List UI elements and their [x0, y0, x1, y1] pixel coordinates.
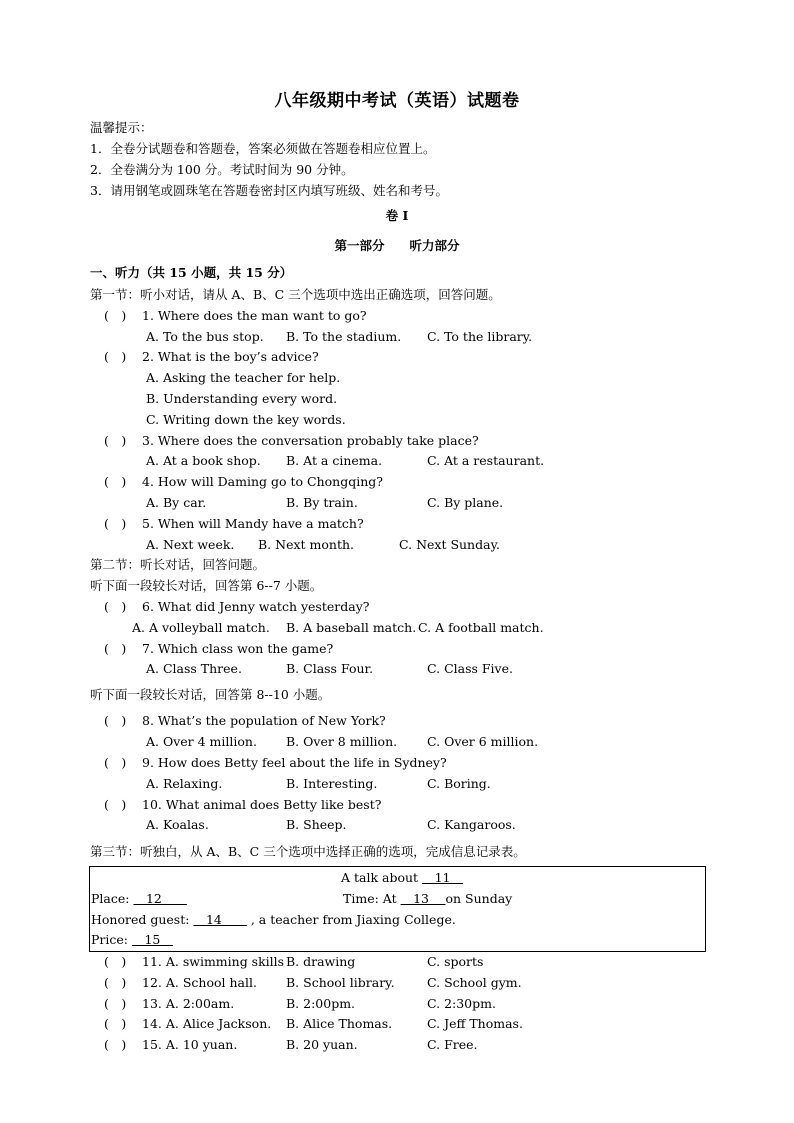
question-12	[104, 975, 257, 991]
option-b: B. School library.	[286, 975, 395, 990]
question-1	[104, 308, 367, 324]
answer-paren[interactable]: ( )	[104, 1016, 127, 1031]
option-c: C. Jeff Thomas.	[427, 1016, 523, 1031]
option-c: C. Over 6 million.	[427, 734, 539, 749]
tips-heading: 温馨提示：	[90, 120, 153, 135]
table-header-label: A talk about	[341, 870, 419, 885]
question-text: 13. A. 2:00am.	[142, 996, 235, 1011]
guest-tail: , a teacher from Jiaxing College.	[250, 912, 456, 927]
blank-11[interactable]: 11	[422, 870, 463, 885]
option-c: C. Free.	[427, 1037, 478, 1052]
guest-label: Honored guest:	[91, 912, 190, 927]
sub-section-2: 第二节：听长对话，回答问题。	[90, 557, 266, 572]
option-b: B. Sheep.	[286, 817, 347, 832]
answer-paren[interactable]: ( )	[104, 474, 127, 489]
option-b: B. Class Four.	[286, 661, 374, 676]
answer-paren[interactable]: ( )	[104, 516, 127, 531]
option-a: A. Next week.	[146, 537, 235, 552]
answer-paren[interactable]: ( )	[104, 755, 127, 770]
option-c: C. Next Sunday.	[399, 537, 500, 552]
option-c: C. Boring.	[427, 776, 491, 791]
price-label: Price:	[91, 932, 128, 947]
option-a: A. Over 4 million.	[146, 734, 257, 749]
blank-14[interactable]: 14	[193, 912, 247, 927]
answer-paren[interactable]: ( )	[104, 713, 127, 728]
option-c: C. 2:30pm.	[427, 996, 496, 1011]
question-2	[104, 349, 319, 365]
question-text: 15. A. 10 yuan.	[142, 1037, 238, 1052]
option-b: B. To the stadium.	[286, 329, 402, 344]
question-text: 8. What’s the population of New York?	[142, 713, 386, 728]
option-c: C. Kangaroos.	[427, 817, 516, 832]
option-a: A. Relaxing.	[146, 776, 223, 791]
blank-12[interactable]: 12	[133, 891, 187, 906]
question-text: 2. What is the boy’s advice?	[142, 349, 319, 364]
option-c: C. To the library.	[427, 329, 533, 344]
option-a: A. To the bus stop.	[146, 329, 264, 344]
option-b: B. drawing	[286, 954, 356, 969]
part-1-heading: 第一部分 听力部分	[334, 238, 460, 253]
question-8	[104, 713, 386, 729]
table-place-row	[91, 891, 187, 907]
answer-paren[interactable]: ( )	[104, 599, 127, 614]
question-11	[104, 954, 284, 970]
option-a: A. At a book shop.	[146, 453, 261, 468]
table-header	[341, 870, 463, 886]
question-text: 3. Where does the conversation probably take place?	[142, 433, 479, 448]
question-9	[104, 755, 447, 771]
question-text: 14. A. Alice Jackson.	[142, 1016, 272, 1031]
answer-paren[interactable]: ( )	[104, 1037, 127, 1052]
option-b: B. Over 8 million.	[286, 734, 398, 749]
option-b: B. A baseball match.	[286, 620, 417, 635]
question-10	[104, 797, 381, 813]
option-b: B. By train.	[286, 495, 358, 510]
question-5	[104, 516, 364, 532]
question-text: 10. What animal does Betty like best?	[142, 797, 382, 812]
question-14	[104, 1016, 271, 1032]
section-1-heading: 一、听力（共 15 小题，共 15 分）	[90, 265, 293, 280]
question-15	[104, 1037, 237, 1053]
option-c: C. A football match.	[418, 620, 544, 635]
answer-paren[interactable]: ( )	[104, 349, 127, 364]
tip-2: 2．全卷满分为 100 分。考试时间为 90 分钟。	[90, 162, 354, 177]
answer-paren[interactable]: ( )	[104, 996, 127, 1011]
answer-paren[interactable]: ( )	[104, 954, 127, 969]
sub-section-1: 第一节：听小对话，请从 A、B、C 三个选项中选出正确选项，回答问题。	[90, 287, 501, 302]
blank-13[interactable]: 13	[400, 891, 446, 906]
table-guest-row	[91, 912, 456, 928]
blank-15[interactable]: 15	[131, 932, 173, 947]
option-c: C. By plane.	[427, 495, 504, 510]
answer-paren[interactable]: ( )	[104, 975, 127, 990]
option-a: A. Koalas.	[146, 817, 209, 832]
option-a: A. Asking the teacher for help.	[146, 370, 341, 385]
option-b: B. Alice Thomas.	[286, 1016, 393, 1031]
exam-title: 八年级期中考试（英语）试题卷	[274, 91, 520, 111]
option-c: C. School gym.	[427, 975, 522, 990]
question-text: 6. What did Jenny watch yesterday?	[142, 599, 370, 614]
option-a: A. Class Three.	[146, 661, 242, 676]
question-text: 11. A. swimming skills	[142, 954, 285, 969]
option-b: B. 2:00pm.	[286, 996, 356, 1011]
option-b: B. Understanding every word.	[146, 391, 338, 406]
option-c: C. Writing down the key words.	[146, 412, 346, 427]
tip-1: 1．全卷分试题卷和答题卷，答案必须做在答题卷相应位置上。	[90, 141, 436, 156]
option-b: B. Interesting.	[286, 776, 378, 791]
sub-section-3: 第三节：听独白，从 A、B、C 三个选项中选择正确的选项，完成信息记录表。	[90, 844, 526, 859]
time-tail: on Sunday	[445, 891, 513, 906]
option-c: C. sports	[427, 954, 484, 969]
sub-section-2b: 听下面一段较长对话，回答第 8--10 小题。	[90, 687, 331, 702]
table-time-cell	[343, 891, 512, 907]
sub-section-2a: 听下面一段较长对话，回答第 6--7 小题。	[90, 578, 323, 593]
table-price-row	[91, 932, 173, 948]
volume-label: 卷 I	[385, 208, 409, 223]
option-a: A. By car.	[146, 495, 207, 510]
question-6	[104, 599, 369, 615]
option-c: C. Class Five.	[427, 661, 513, 676]
option-b: B. 20 yuan.	[286, 1037, 358, 1052]
question-7	[104, 641, 333, 657]
question-3	[104, 433, 479, 449]
question-text: 9. How does Betty feel about the life in Sydney?	[142, 755, 447, 770]
answer-paren[interactable]: ( )	[104, 797, 127, 812]
option-a: A. A volleyball match.	[132, 620, 270, 635]
answer-paren[interactable]: ( )	[104, 433, 127, 448]
option-b: B. At a cinema.	[286, 453, 383, 468]
option-c: C. At a restaurant.	[427, 453, 545, 468]
question-text: 1. Where does the man want to go?	[142, 308, 367, 323]
question-13	[104, 996, 234, 1012]
question-text: 12. A. School hall.	[142, 975, 257, 990]
answer-paren[interactable]: ( )	[104, 641, 127, 656]
question-text: 4. How will Daming go to Chongqing?	[142, 474, 383, 489]
time-label: Time: At	[343, 891, 397, 906]
tip-3: 3．请用钢笔或圆珠笔在答题卷密封区内填写班级、姓名和考号。	[90, 183, 448, 198]
option-b: B. Next month.	[258, 537, 354, 552]
answer-paren[interactable]: ( )	[104, 308, 127, 323]
question-text: 5. When will Mandy have a match?	[142, 516, 364, 531]
question-4	[104, 474, 383, 490]
place-label: Place:	[91, 891, 130, 906]
question-text: 7. Which class won the game?	[142, 641, 334, 656]
